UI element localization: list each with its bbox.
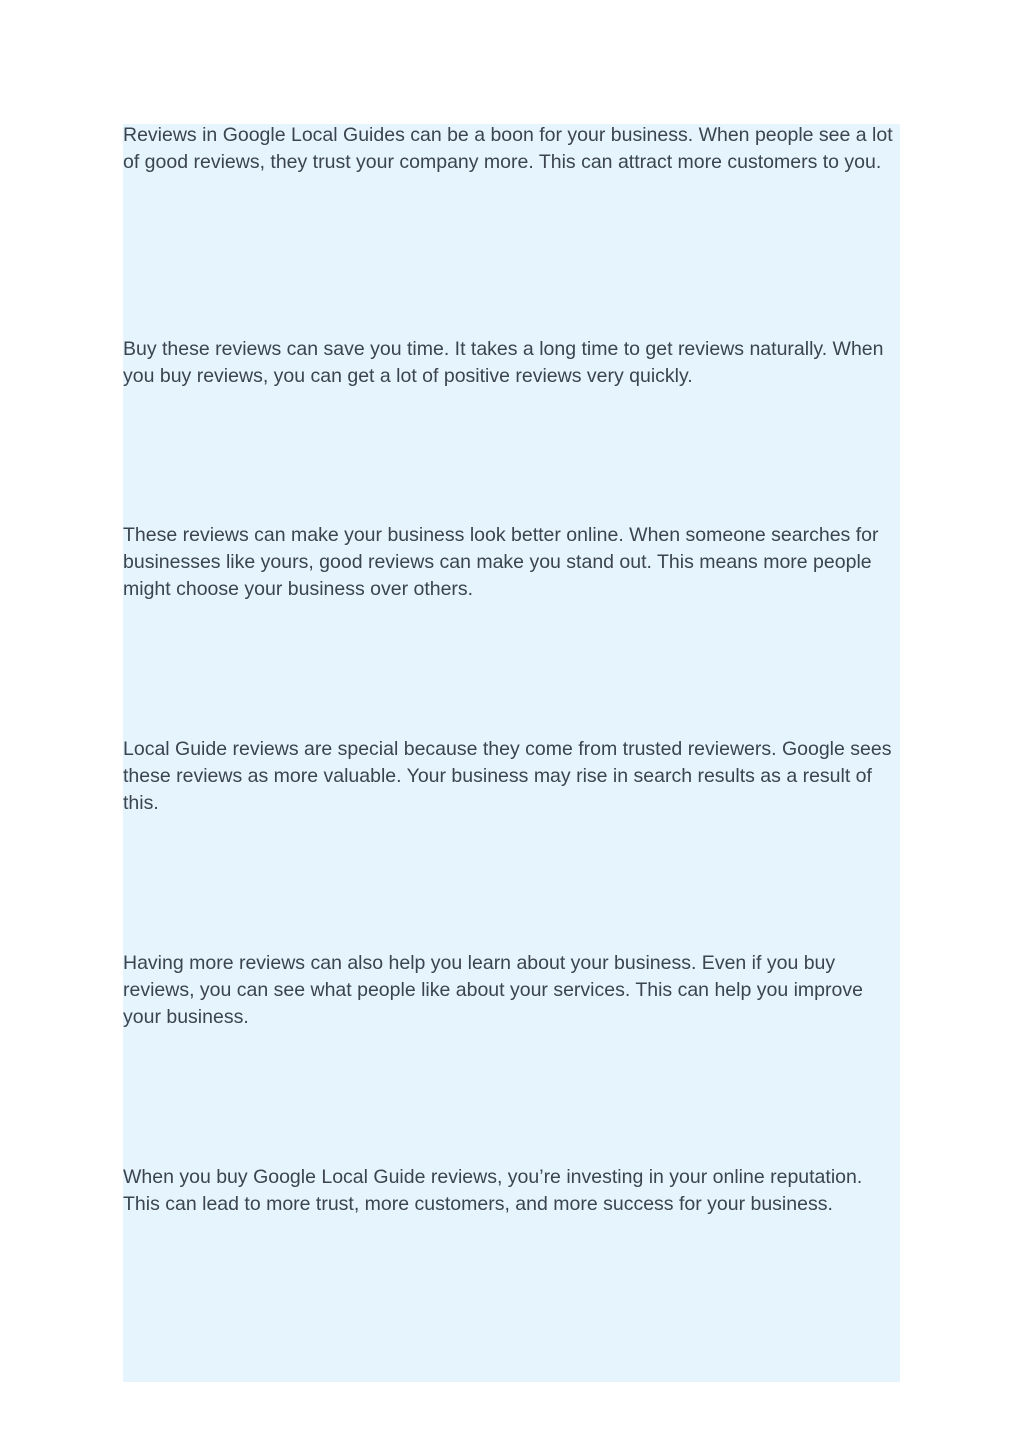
paragraph-online-reputation: When you buy Google Local Guide reviews, you’re investing in your online reputation. This can lead to more trust, more customers, and more success for your business. [123, 1166, 863, 1216]
paragraph-look-better-online: These reviews can make your business look better online. When someone searches for businesses like yours, good reviews can make you stand out. This means more people might choose your business over others. [123, 524, 879, 601]
paragraph-save-time: Buy these reviews can save you time. It takes a long time to get reviews naturally. When you buy reviews, you can get a lot of positive reviews very quickly. [123, 338, 884, 388]
paragraph-trusted-reviewers: Local Guide reviews are special because they come from trusted reviewers. Google sees these reviews as more valuable. Your business may rise in search results as a result of this. [123, 738, 892, 815]
paragraph-google-local-guides-boon: Reviews in Google Local Guides can be a boon for your business. When people see a lot of good reviews, they trust your company more. This can attract more customers to you. [123, 124, 893, 174]
highlighted-content-block [123, 124, 900, 1382]
paragraph-learn-about-business: Having more reviews can also help you learn about your business. Even if you buy reviews, you can see what people like about your services. This can help you improve your business. [123, 952, 863, 1029]
